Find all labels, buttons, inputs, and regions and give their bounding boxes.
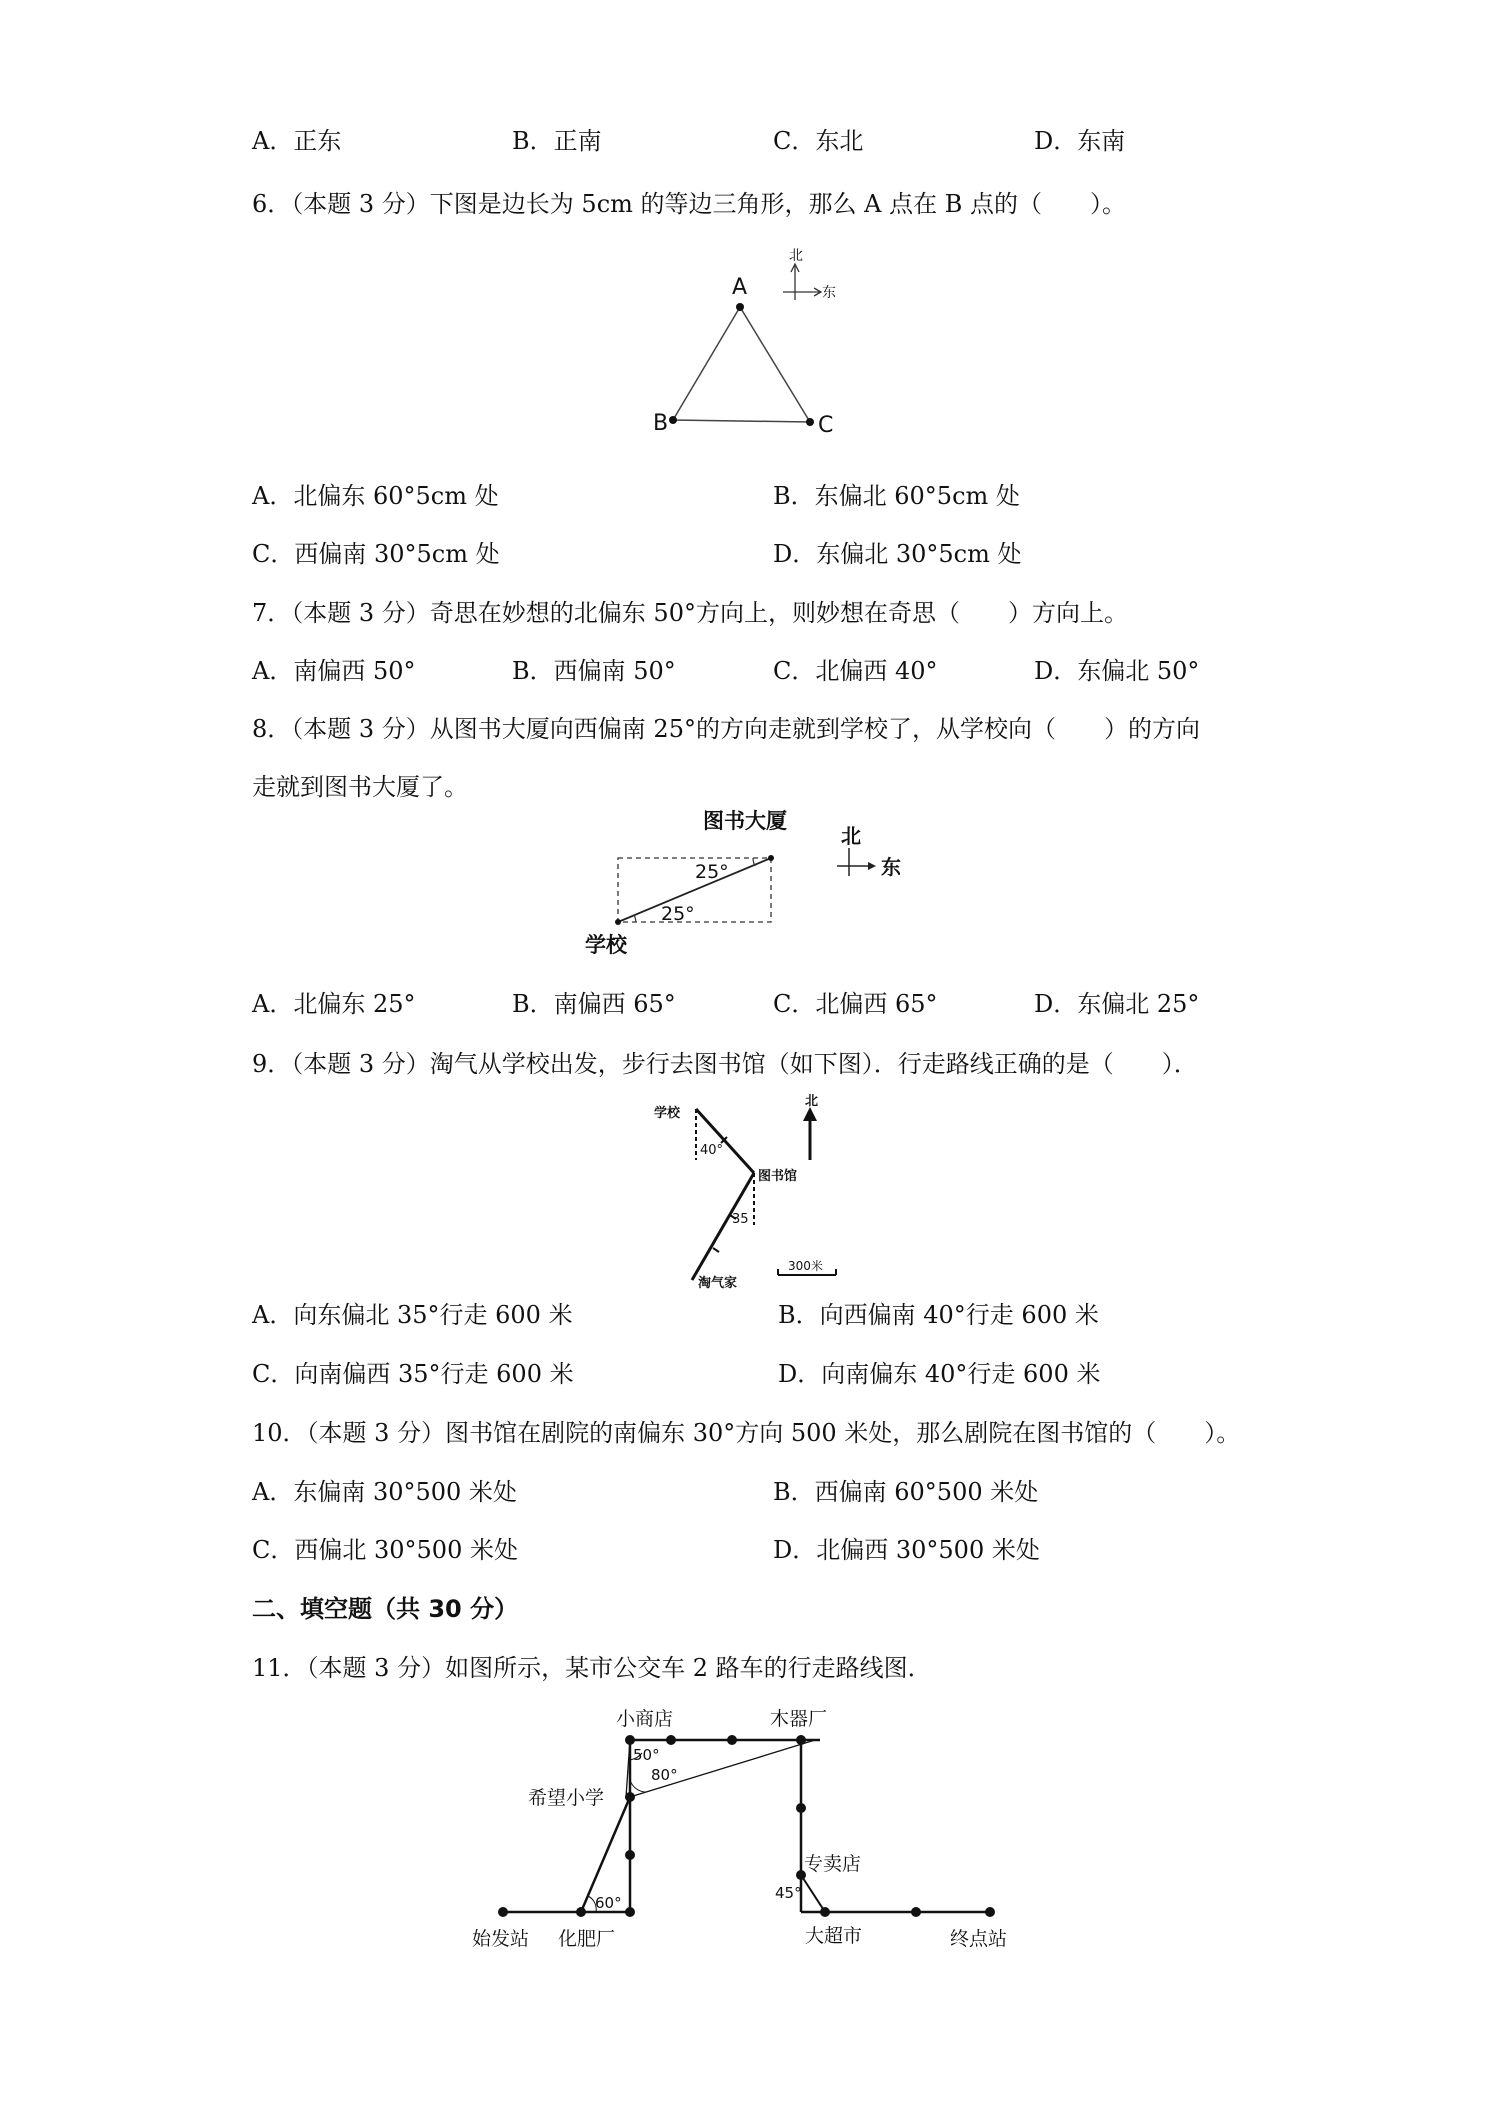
start-label: 始发站 xyxy=(472,1928,530,1950)
q10-option-c: C．西偏北 30°500 米处 xyxy=(252,1536,518,1564)
q6-option-b: B．东偏北 60°5cm 处 xyxy=(773,482,1020,510)
library-point xyxy=(768,855,774,861)
angle2-label: 35 xyxy=(732,1212,749,1227)
angle60-label: 60° xyxy=(595,1894,622,1912)
q9-option-c: C．向南偏西 35°行走 600 米 xyxy=(252,1360,574,1388)
label-a: A xyxy=(732,275,748,300)
school-label: 学校 xyxy=(585,933,627,957)
point-a xyxy=(736,303,744,311)
q6-triangle-figure xyxy=(640,250,840,440)
q9-route-figure xyxy=(650,1094,860,1291)
angle80-label: 80° xyxy=(651,1766,678,1784)
stop-end xyxy=(985,1907,995,1917)
q5-option-a: A．正东 xyxy=(252,127,342,155)
school-point xyxy=(615,919,621,925)
q6-stem: 6．（本题 3 分）下图是边长为 5cm 的等边三角形，那么 A 点在 B 点的（ ）。 xyxy=(252,190,1127,218)
q6-option-c: C．西偏南 30°5cm 处 xyxy=(252,540,500,568)
q6-option-d: D．东偏北 30°5cm 处 xyxy=(773,540,1022,568)
east-label: 东 xyxy=(881,855,901,879)
q8-option-a: A．北偏东 25° xyxy=(252,990,416,1018)
q7-option-b: B．西偏南 50° xyxy=(512,657,676,685)
stop-market xyxy=(820,1907,830,1917)
angle-top-label: 25° xyxy=(695,861,729,883)
school-library-path xyxy=(696,1109,754,1173)
q5-option-d: D．东南 xyxy=(1034,127,1126,155)
label-b: B xyxy=(653,411,669,436)
q8-option-c: C．北偏西 65° xyxy=(773,990,938,1018)
school-label: 学校 xyxy=(654,1106,681,1121)
stop-factory xyxy=(796,1735,806,1745)
point-b xyxy=(669,416,677,424)
scale-label: 300米 xyxy=(788,1259,823,1273)
home-label: 淘气家 xyxy=(698,1276,738,1291)
end-label: 终点站 xyxy=(950,1928,1008,1950)
q5-option-b: B．正南 xyxy=(512,127,602,155)
angle1-label: 40° xyxy=(700,1143,724,1158)
east-label: 东 xyxy=(822,285,836,301)
angle-bottom-label: 25° xyxy=(661,903,695,925)
angle50-label: 50° xyxy=(633,1746,660,1764)
stop-school xyxy=(625,1792,635,1802)
shop-label: 小商店 xyxy=(616,1708,674,1730)
q10-stem: 10．（本题 3 分）图书馆在剧院的南偏东 30°方向 500 米处，那么剧院在图书馆的（ ）。 xyxy=(252,1419,1241,1447)
north-label: 北 xyxy=(789,248,803,264)
q9-stem: 9．（本题 3 分）淘气从学校出发，步行去图书馆（如下图）．行走路线正确的是（ ）． xyxy=(252,1050,1198,1078)
q9-option-b: B．向西偏南 40°行走 600 米 xyxy=(778,1301,1099,1329)
q10-option-a: A．东偏南 30°500 米处 xyxy=(252,1478,517,1506)
label-c: C xyxy=(818,413,834,438)
market-label: 大超市 xyxy=(805,1925,863,1947)
q8-option-d: D．东偏北 25° xyxy=(1034,990,1200,1018)
stop-fertilizer xyxy=(576,1907,586,1917)
stop-start xyxy=(498,1907,508,1917)
north-label: 北 xyxy=(805,1094,819,1109)
angle-arc-bottom xyxy=(634,915,636,922)
store-label: 专卖店 xyxy=(804,1853,862,1875)
library-label: 图书大厦 xyxy=(703,809,787,833)
q8-direction-figure xyxy=(575,809,915,963)
stop-shop xyxy=(625,1735,635,1745)
q8-option-b: B．南偏西 65° xyxy=(512,990,676,1018)
angle45-label: 45° xyxy=(775,1884,802,1902)
library-label: 图书馆 xyxy=(758,1169,798,1184)
q8-stem-line2: 走就到图书大厦了。 xyxy=(252,773,468,801)
north-label: 北 xyxy=(841,824,861,848)
q7-option-c: C．北偏西 40° xyxy=(773,657,938,685)
q6-option-a: A．北偏东 60°5cm 处 xyxy=(252,482,499,510)
q10-option-d: D．北偏西 30°500 米处 xyxy=(773,1536,1040,1564)
q10-option-b: B．西偏南 60°500 米处 xyxy=(773,1478,1039,1506)
q9-option-d: D．向南偏东 40°行走 600 米 xyxy=(778,1360,1101,1388)
triangle-abc xyxy=(673,307,810,422)
q11-stem: 11．（本题 3 分）如图所示，某市公交车 2 路车的行走路线图． xyxy=(252,1654,932,1682)
q7-option-d: D．东偏北 50° xyxy=(1034,657,1200,685)
fertilizer-label: 化肥厂 xyxy=(558,1928,616,1950)
q5-option-c: C．东北 xyxy=(773,127,864,155)
school-label: 希望小学 xyxy=(528,1787,605,1809)
q9-option-a: A．向东偏北 35°行走 600 米 xyxy=(252,1301,573,1329)
q8-stem-line1: 8．（本题 3 分）从图书大厦向西偏南 25°的方向走就到学校了，从学校向（ ）的方向 xyxy=(252,715,1200,743)
q7-option-a: A．南偏西 50° xyxy=(252,657,416,685)
factory-label: 木器厂 xyxy=(770,1708,828,1730)
q7-stem: 7．（本题 3 分）奇思在妙想的北偏东 50°方向上，则妙想在奇思（ ）方向上。 xyxy=(252,599,1128,627)
section2-title: 二、填空题（共 30 分） xyxy=(252,1595,519,1623)
point-c xyxy=(806,418,814,426)
q11-bus-route-figure xyxy=(470,1700,1030,1970)
